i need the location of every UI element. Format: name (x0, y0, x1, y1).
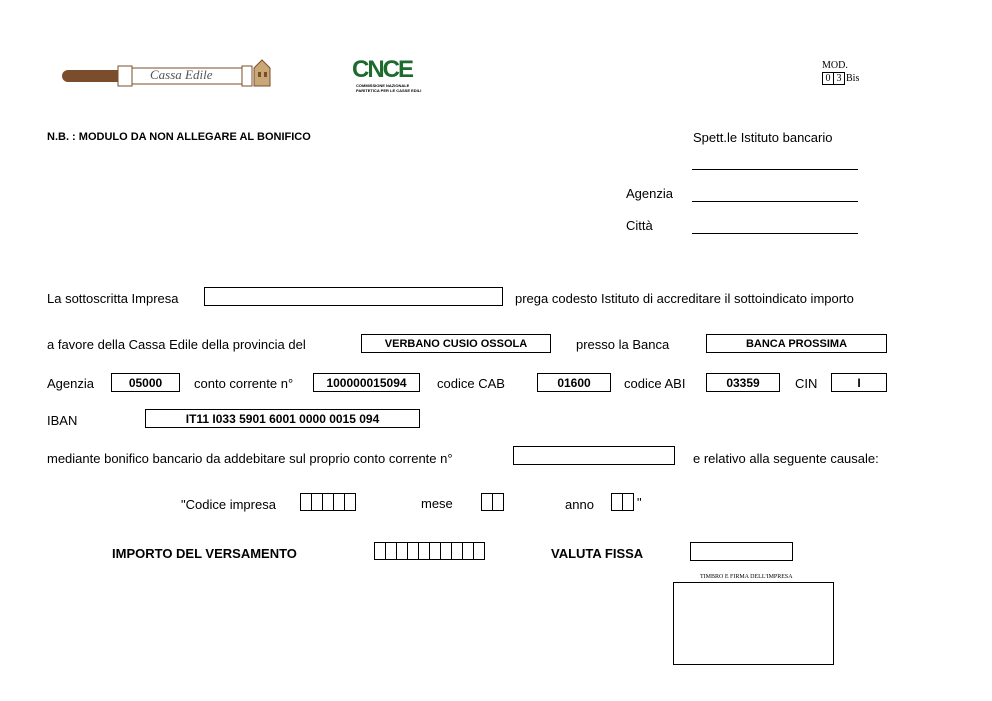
timbro-label: TIMBRO E FIRMA DELL'IMPRESA (700, 574, 793, 580)
valuta-field[interactable] (690, 542, 793, 561)
favore-text: a favore della Cassa Edile della provincia del (47, 337, 306, 352)
cc-field[interactable]: 100000015094 (313, 373, 420, 392)
cin-label: CIN (795, 376, 818, 391)
citta-line[interactable] (692, 233, 858, 234)
mediante-text: mediante bonifico bancario da addebitare sul proprio conto corrente n° (47, 451, 453, 466)
cab-field[interactable]: 01600 (537, 373, 611, 392)
cnce-subtitle-2: PARITETICA PER LE CASSE EDILI (356, 88, 422, 93)
addressee-citta-label: Città (626, 218, 653, 233)
abi-label: codice ABI (624, 376, 686, 391)
note-heading: N.B. : MODULO DA NON ALLEGARE AL BONIFICO (47, 131, 311, 143)
timbro-firma-box[interactable] (673, 582, 834, 665)
valuta-label: VALUTA FISSA (551, 546, 644, 561)
anno-cells[interactable] (611, 493, 634, 511)
prega-text: prega codesto Istituto di accreditare il sottoindicato importo (515, 291, 854, 306)
iban-field[interactable]: IT11 I033 5901 6001 0000 0015 094 (145, 409, 420, 428)
mod-digit: 3 (834, 73, 845, 84)
relativo-text: e relativo alla seguente causale: (693, 451, 879, 466)
closing-quote: " (637, 495, 642, 510)
importo-cells[interactable] (374, 542, 485, 560)
addressee-agenzia-label: Agenzia (626, 186, 673, 201)
codice-impresa-cells[interactable] (300, 493, 356, 511)
presso-label: presso la Banca (576, 337, 670, 352)
mod-suffix: Bis (846, 73, 860, 84)
addressee-title: Spett.le Istituto bancario (693, 130, 833, 145)
cnce-logo (352, 58, 442, 94)
mod-number (822, 72, 845, 85)
codice-impresa-label: "Codice impresa (181, 497, 276, 512)
cassa-logo-text: Cassa Edile (150, 67, 213, 82)
mese-label: mese (421, 496, 453, 511)
agenzia-field[interactable]: 05000 (111, 373, 180, 392)
bank-name-line[interactable] (692, 169, 858, 170)
provincia-field[interactable]: VERBANO CUSIO OSSOLA (361, 334, 551, 353)
impresa-field[interactable] (204, 287, 503, 306)
importo-label: IMPORTO DEL VERSAMENTO (112, 546, 297, 561)
agenzia-label: Agenzia (47, 376, 94, 391)
abi-field[interactable]: 03359 (706, 373, 780, 392)
cc-label: conto corrente n° (194, 376, 294, 391)
cin-field[interactable]: I (831, 373, 887, 392)
cnce-logo-text: CNCE (352, 56, 413, 83)
cnce-subtitle-1: COMMISSIONE NAZIONALE (356, 83, 410, 88)
agenzia-line[interactable] (692, 201, 858, 202)
mod-label: MOD. (822, 60, 848, 71)
impresa-label: La sottoscritta Impresa (47, 291, 179, 306)
anno-label: anno (565, 497, 594, 512)
mod-digit: 0 (823, 73, 834, 84)
cab-label: codice CAB (437, 376, 505, 391)
own-cc-field[interactable] (513, 446, 675, 465)
banca-field[interactable]: BANCA PROSSIMA (706, 334, 887, 353)
mese-cells[interactable] (481, 493, 504, 511)
cassa-edile-logo (62, 56, 282, 92)
iban-label: IBAN (47, 413, 78, 428)
